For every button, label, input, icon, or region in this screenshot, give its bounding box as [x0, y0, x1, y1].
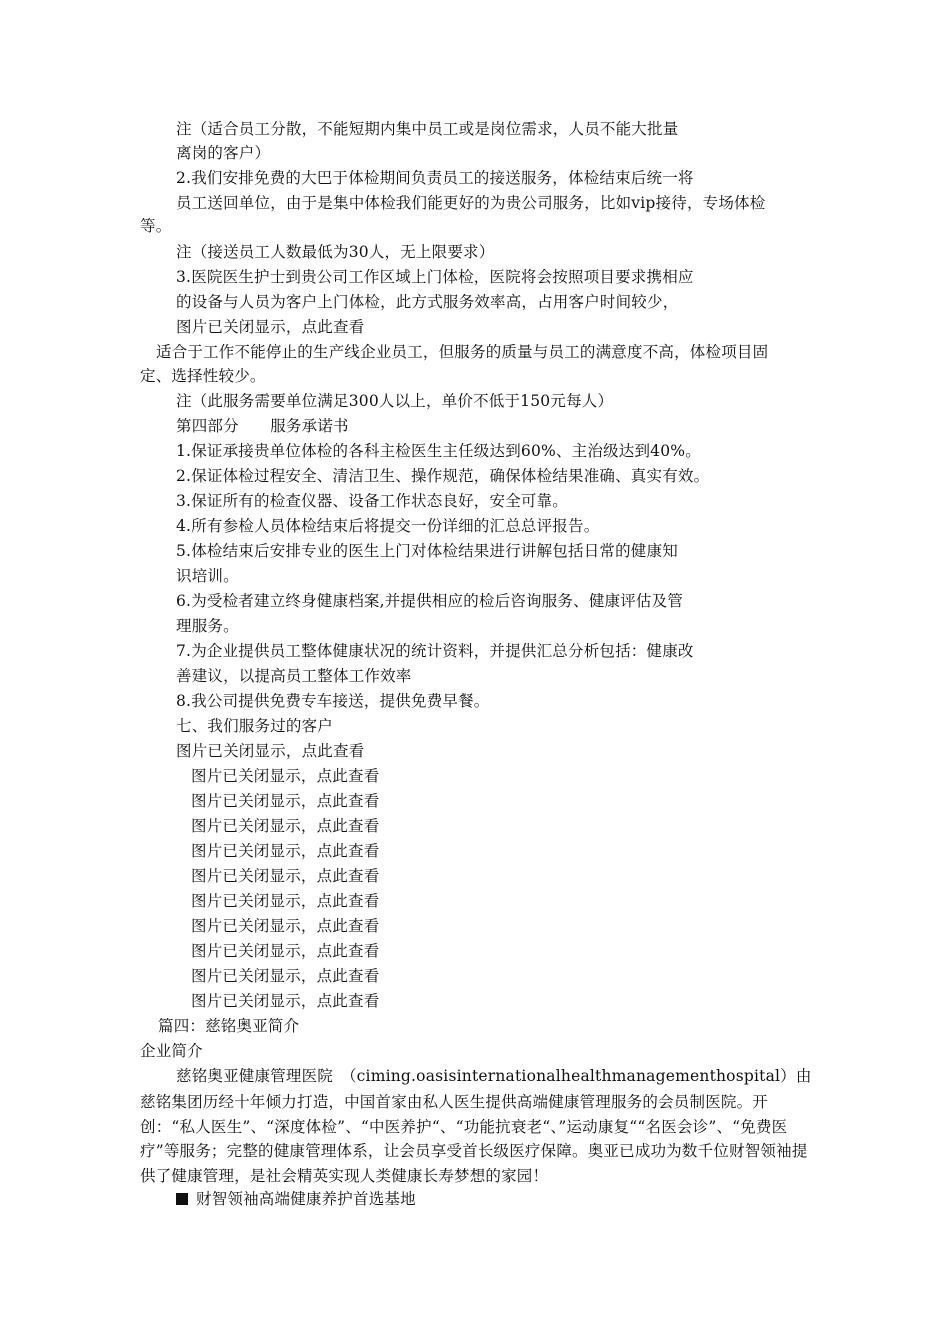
paragraph-line: 3.医院医生护士到贵公司工作区域上门体检，医院将会按照项目要求携相应: [176, 268, 694, 286]
image-placeholder-link[interactable]: 图片已关闭显示，点此查看: [191, 967, 380, 985]
image-placeholder-link[interactable]: 图片已关闭显示，点此查看: [176, 742, 365, 760]
list-item: 善建议，以提高员工整体工作效率: [176, 667, 412, 685]
list-item: 3.保证所有的检查仪器、设备工作状态良好，安全可靠。: [176, 492, 568, 510]
list-item: 理服务。: [176, 617, 239, 635]
note-line: 离岗的客户）: [176, 144, 271, 162]
intro-paragraph-first-line: 慈铭奥亚健康管理医院 （ciming.oasisinternationalhealthmanagementhospital）由: [176, 1067, 812, 1085]
paragraph-line: 2.我们安排免费的大巴于体检期间负责员工的接送服务，体检结束后统一将: [176, 169, 694, 187]
list-item: 5.体检结束后安排专业的医生上门对体检结果进行讲解包括日常的健康知: [176, 542, 678, 560]
bullet-item: [176, 1189, 416, 1209]
black-square-bullet-icon: [176, 1193, 188, 1205]
image-placeholder-link[interactable]: 图片已关闭显示，点此查看: [191, 792, 380, 810]
list-item: 8.我公司提供免费专车接送，提供免费早餐。: [176, 692, 490, 710]
image-placeholder-link[interactable]: 图片已关闭显示，点此查看: [191, 892, 380, 910]
image-placeholder-link[interactable]: 图片已关闭显示，点此查看: [191, 817, 380, 835]
list-item: 1.保证承接贵单位体检的各科主检医生主任级达到60%、主治级达到40%。: [176, 442, 701, 460]
image-placeholder-link[interactable]: 图片已关闭显示，点此查看: [191, 942, 380, 960]
paragraph-line: 的设备与人员为客户上门体检，此方式服务效率高，占用客户时间较少，: [176, 293, 679, 311]
image-placeholder-link[interactable]: 图片已关闭显示，点此查看: [191, 917, 380, 935]
bullet-item-text: 财智领袖高端健康养护首选基地: [196, 1190, 416, 1208]
list-item: 7.为企业提供员工整体健康状况的统计资料，并提供汇总分析包括：健康改: [176, 642, 694, 660]
paragraph-line: 等。: [140, 217, 172, 235]
image-placeholder-link[interactable]: 图片已关闭显示，点此查看: [191, 992, 380, 1010]
image-placeholder-link[interactable]: 图片已关闭显示，点此查看: [191, 842, 380, 860]
intro-paragraph-body: 慈铭集团历经十年倾力打造，中国首家由私人医生提供高端健康管理服务的会员制医院。开创：“私人医生”、“深度体检”、“中医养护“、“功能抗衰老“、”运动康复““名医会诊”、“免费医疗”等服务；完整的健康管理体系，让会员享受首长级医疗保障。奥亚已成功为数千位财智领袖提供了健康管理，是社会精英实现人类健康长寿梦想的家园！: [140, 1093, 808, 1185]
chapter-heading: 篇四：慈铭奥亚简介: [158, 1017, 300, 1035]
list-item: 2.保证体检过程安全、清洁卫生、操作规范，确保体检结果准确、真实有效。: [176, 467, 710, 485]
paragraph-line: 适合于工作不能停止的生产线企业员工，但服务的质量与员工的满意度不高，体检项目固: [156, 343, 769, 361]
list-item: 6.为受检者建立终身健康档案,并提供相应的检后咨询服务、健康评估及管: [176, 592, 684, 610]
section-subheading: 企业简介: [140, 1042, 203, 1060]
image-placeholder-link[interactable]: 图片已关闭显示，点此查看: [191, 867, 380, 885]
paragraph-line: 定、选择性较少。: [140, 367, 266, 385]
list-item: 4.所有参检人员体检结束后将提交一份详细的汇总总评报告。: [176, 517, 600, 535]
note-line: 注（接送员工人数最低为30人，无上限要求）: [176, 243, 495, 261]
note-line: 注（此服务需要单位满足300人以上，单价不低于150元每人）: [176, 392, 614, 410]
section-heading: 七、我们服务过的客户: [176, 717, 334, 735]
image-placeholder-link[interactable]: 图片已关闭显示，点此查看: [176, 318, 365, 336]
list-item: 识培训。: [176, 567, 239, 585]
paragraph-line: 员工送回单位，由于是集中体检我们能更好的为贵公司服务，比如vip接待，专场体检: [176, 194, 766, 212]
section-heading: 第四部分 服务承诺书: [176, 417, 349, 435]
image-placeholder-link[interactable]: 图片已关闭显示，点此查看: [191, 767, 380, 785]
note-line: 注（适合员工分散，不能短期内集中员工或是岗位需求，人员不能大批量: [176, 120, 679, 138]
